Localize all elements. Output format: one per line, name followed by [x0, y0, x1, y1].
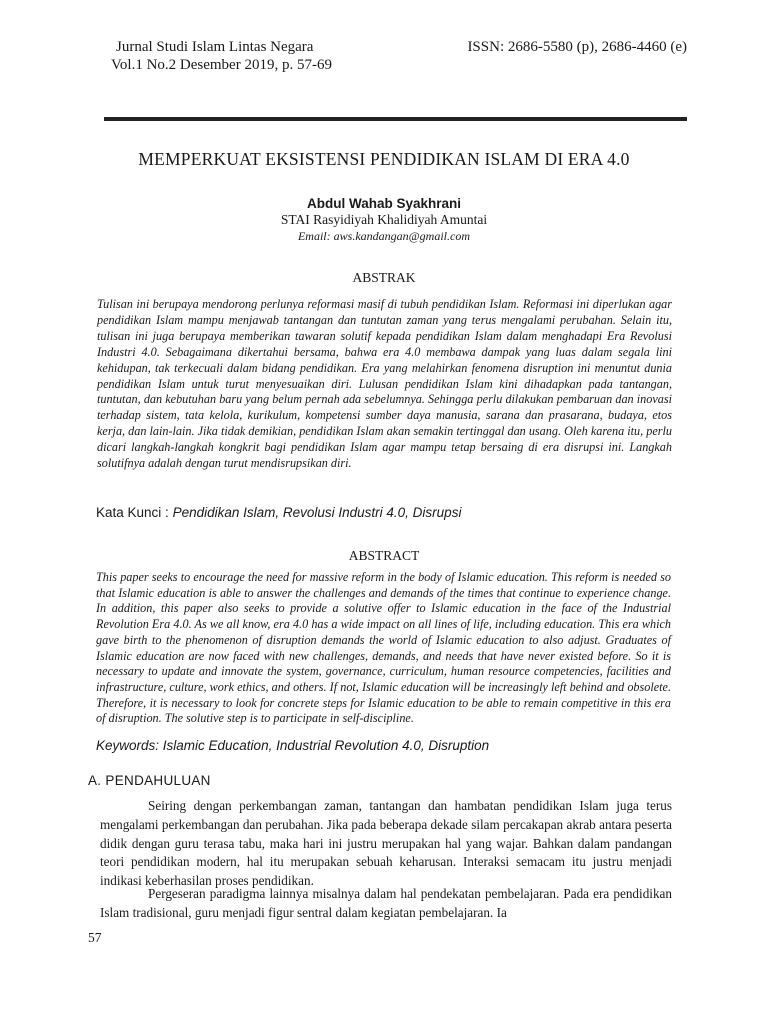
volume-info: Vol.1 No.2 Desember 2019, p. 57-69 [111, 57, 332, 73]
kata-kunci [96, 505, 461, 520]
author-affiliation: STAI Rasyidiyah Khalidiyah Amuntai [280, 212, 488, 227]
journal-name: Jurnal Studi Islam Lintas Negara [116, 39, 314, 55]
article-title: MEMPERKUAT EKSISTENSI PENDIDIKAN ISLAM DI ERA 4.0 [138, 149, 630, 169]
abstrak-heading: ABSTRAK [352, 270, 416, 285]
author-name: Abdul Wahab Syakhrani [306, 196, 462, 211]
abstract-text: This paper seeks to encourage the need for massive reform in the body of Islamic education. This reform is needed so that Islamic education is able to answer the challenges and demands of the times that continue to experience change. In addition, this paper also seeks to provide a solutive offer to Islamic education in the face of the Industrial Revolution Era 4.0. As we all know, era 4.0 has a wide impact on all lines of life, including education. This era which gave birth to the phenomenon of disruption demands the world of Islamic education to also adjust. Graduates of Islamic education are now faced with new challenges, demands, and needs that have never existed before. So it is necessary to update and innovate the system, governance, curriculum, human resource competencies, facilities and infrastructure, culture, work ethics, and others. If not, Islamic education will be increasingly left behind and obsolete. Therefore, it is necessary to look for concrete steps for Islamic education to be able to remain competitive in this era of disruption. The solutive step is to participate in self-discipline. [96, 570, 671, 726]
email-label: Email: [297, 229, 331, 243]
kata-kunci-values: Pendidikan Islam, Revolusi Industri 4.0, Disrupsi [172, 505, 462, 520]
abstract-heading: ABSTRACT [348, 548, 420, 563]
section-heading: A. PENDAHULUAN [88, 773, 211, 788]
page-number: 57 [88, 930, 102, 945]
author-email-line [0, 229, 768, 244]
email-address[interactable]: aws.kandangan@gmail.com [333, 229, 471, 243]
keywords-english: Keywords: Islamic Education, Industrial Revolution 4.0, Disruption [96, 738, 490, 753]
issn: ISSN: 2686-5580 (p), 2686-4460 (e) [467, 39, 687, 55]
body-paragraph-1: Seiring dengan perkembangan zaman, tantangan dan hambatan pendidikan Islam juga terus mengalami perkembangan dan perubahan. Jika pada beberapa dekade silam percakapan akrab antara peserta didik dengan guru terasa tabu, maka hari ini justru merupakan hal yang wajar. Bahkan dalam pandangan teori pendidikan modern, hal itu merupakan sebuah keharusan. Interaksi semacam itu justru menjadi indikasi keberhasilan proses pendidikan. [100, 798, 672, 889]
kata-kunci-label: Kata Kunci : [96, 505, 169, 520]
abstrak-text: Tulisan ini berupaya mendorong perlunya reformasi masif di tubuh pendidikan Islam. Reformasi ini diperlukan agar pendidikan Islam mampu menjawab tantangan dan tuntutan zaman yang terus mengalami perubahan. Selain itu, tulisan ini juga berupaya memberikan tawaran solutif kepada pendidikan Islam dalam menghadapi Era Revolusi Industri 4.0. Sebagaimana dikertahui bersama, bahwa era 4.0 membawa dampak yang luas dalam segala lini kehidupan, tak terkecuali dalam bidang pendidikan. Era yang melahirkan fenomena disruption ini menuntut dunia pendidikan Islam untuk turut menyesuaikan diri. Lulusan pendidikan Islam kini dihadapkan pada tantangan, tuntutan, dan kebutuhan baru yang belum pernah ada sebelumnya. Sehingga perlu dilakukan pembaruan dan inovasi terhadap sistem, tata kelola, kurikulum, kompetensi sumber daya manusia, sarana dan prasarana, budaya, etos kerja, dan lain-lain. Jika tidak demikian, pendidikan Islam akan semakin tertinggal dan usang. Oleh karena itu, perlu dicari langkah-langkah kongkrit bagi pendidikan Islam agar mampu tetap bersaing di era disrupsi ini. Langkah solutifnya adalah dengan turut mendisrupsikan diri. [97, 297, 672, 471]
header-rule [104, 117, 687, 121]
body-paragraph-2: Pergeseran paradigma lainnya misalnya dalam hal pendekatan pembelajaran. Pada era pendidikan Islam tradisional, guru menjadi figur sentral dalam kegiatan pembelajaran. Ia [100, 886, 672, 920]
